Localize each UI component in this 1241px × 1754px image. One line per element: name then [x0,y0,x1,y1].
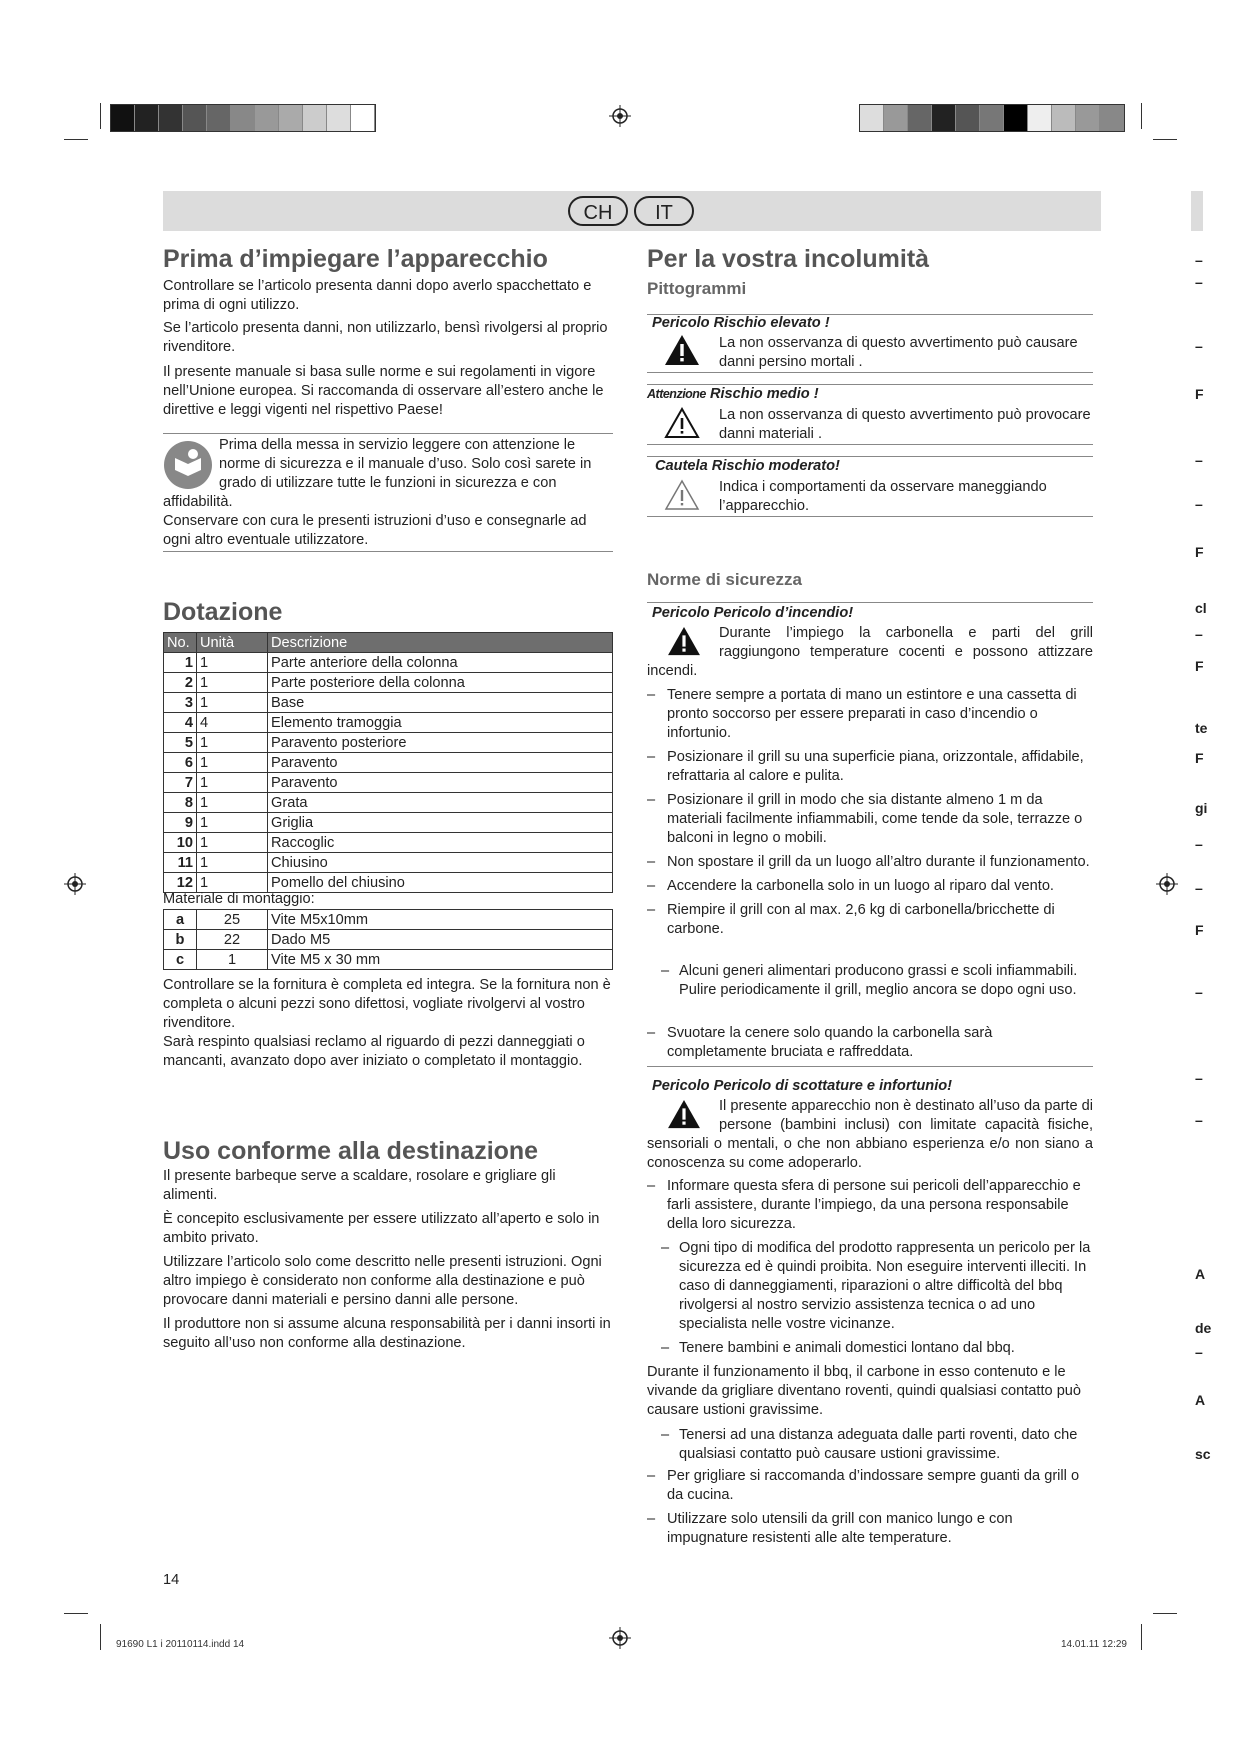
danger-triangle-icon [667,626,701,656]
warning-medium-label-b: Rischio medio ! [709,386,819,402]
list-item: – Svuotare la cenere solo quando la carbonella sarà completamente bruciata e raffreddata. [647,1024,1093,1062]
edge-fragment: F [1195,750,1204,766]
list-item: – Tenersi ad una distanza adeguata dalle parti roventi, dato che qualsiasi contatto può causare ustioni gravissime. [647,1426,1105,1464]
fire-text-body: Durante l’impiego la carbonella e parti del grill raggiungono temperature cocenti e possono attizzare incendi. [647,625,1093,679]
edge-fragment: – [1195,452,1203,468]
crop-mark [1141,103,1142,129]
edge-fragment: A [1195,1266,1206,1282]
edge-fragment: F [1195,544,1204,560]
fire-last-list [647,1024,1093,1067]
divider [163,551,613,552]
warning-low-label-b: Rischio moderato! [711,458,840,474]
material-qty: 1 [197,950,268,970]
edge-fragment: gi [1195,800,1208,816]
heading-uso: Uso conforme alla destinazione [163,1137,539,1165]
table-row [164,753,613,773]
edge-fragment: – [1195,836,1203,852]
warning-high-text: La non osservanza di questo avvertimento può causare danni persino mortali . [719,335,1078,370]
material-table [163,909,613,970]
danger-triangle-icon [664,334,700,366]
heading-incolumita: Per la vostra incolumità [647,245,930,273]
edge-fragment: – [1195,496,1203,512]
heading-norme: Norme di sicurezza [647,570,802,589]
table-row [164,910,613,930]
item-qty: 1 [197,853,268,873]
item-qty: 1 [197,653,268,673]
item-qty: 1 [197,773,268,793]
item-no: 11 [164,853,197,873]
table-row [164,793,613,813]
warning-high-label: Pericolo Rischio elevato ! [652,315,830,331]
burn-list-2 [647,1467,1093,1553]
edge-fragment: de [1195,1320,1212,1336]
table-header [164,633,613,653]
item-qty: 1 [197,673,268,693]
material-label: Materiale di montaggio: [163,891,315,907]
edge-fragment: F [1195,386,1204,402]
burn-para-2: Durante il funzionamento il bbq, il carbone in esso contenuto e le vivande da grigliare diventano roventi, quindi qualsiasi contatto può causare ustioni gravissime. [647,1364,1082,1418]
edge-fragment: A [1195,1392,1206,1408]
footer-date: 14.01.11 12:29 [1061,1639,1127,1650]
list-item: – Riempire il grill con al max. 2,6 kg di carbonella/bricchette di carbone. [647,901,1093,939]
para-read [163,436,613,512]
warning-triangle-icon [664,407,700,439]
table-row [164,813,613,833]
divider [647,444,1093,445]
item-desc: Chiusino [268,853,613,873]
list-item: – Non spostare il grill da un luogo all’altro durante il funzionamento. [647,853,1093,872]
list-item: – Tenere sempre a portata di mano un estintore e una cassetta di pronto soccorso per essere preparati in caso d’incendio o infortunio. [647,686,1093,743]
table-row [164,853,613,873]
lang-badge-ch: CH [568,196,628,226]
item-desc: Paravento [268,773,613,793]
col-qty: Unità [197,633,268,653]
registration-mark-icon [64,873,86,895]
parts-table-body [163,652,613,893]
edge-fragment: – [1195,252,1203,268]
header-band [163,191,1101,231]
warning-medium-label-a: Attenzione [647,387,706,401]
header-band-edge [1191,191,1203,231]
edge-fragment: cl [1195,600,1207,616]
edge-fragment: F [1195,922,1204,938]
item-no: 1 [164,653,197,673]
para-damaged: Se l’articolo presenta danni, non utilizzarlo, bensì rivolgersi al proprio rivenditore. [163,320,608,355]
fire-text [647,624,1093,681]
lang-badge-it: IT [634,196,694,226]
edge-fragment: – [1195,626,1203,642]
edge-fragment: F [1195,658,1204,674]
item-desc: Elemento tramoggia [268,713,613,733]
para-claim: Sarà respinto qualsiasi reclamo al riguardo di pezzi danneggiati o mancanti, avanzato dopo aver iniziato o completato il montaggio. [163,1034,585,1069]
item-no: 9 [164,813,197,833]
warning-low-label-a: Cautela [655,458,708,474]
burn-text-body: Il presente apparecchio non è destinato all’uso da parte di persone (bambini inclusi) con limitate capacità fisiche, sensoriali o mentali, o che non abbiano esperienza e/o non siano a conoscenza su come adoperarlo. [647,1098,1094,1171]
burn-list-1 [647,1177,1093,1239]
burn-sub-list-2 [647,1426,1105,1469]
col-desc: Descrizione [268,633,613,653]
material-qty: 22 [197,930,268,950]
warning-low-text: Indica i comportamenti da osservare maneggiando l’apparecchio. [719,479,1047,514]
item-desc: Grata [268,793,613,813]
fire-list [647,686,1093,944]
material-desc: Vite M5 x 30 mm [268,950,613,970]
item-desc: Raccoglic [268,833,613,853]
list-item: – Utilizzare solo utensili da grill con manico lungo e con impugnature resistenti alle alte temperature. [647,1510,1093,1548]
item-no: 7 [164,773,197,793]
material-id: a [164,910,197,930]
edge-fragment: – [1195,880,1203,896]
para-eu: Il presente manuale si basa sulle norme e sui regolamenti in vigore nell’Unione europea. Si raccomanda di osservare all’estero anche le direttive e leggi vigenti nel rispettivo Paese! [163,364,604,418]
item-desc: Paravento posteriore [268,733,613,753]
edge-fragment: – [1195,1344,1203,1360]
table-row [164,733,613,753]
list-item: – Tenere bambini e animali domestici lontano dal bbq. [647,1339,1105,1358]
list-item: – Accendere la carbonella solo in un luogo al riparo dal vento. [647,877,1093,896]
item-desc: Parte posteriore della colonna [268,673,613,693]
divider [647,516,1093,517]
edge-fragment: – [1195,274,1203,290]
item-desc: Griglia [268,813,613,833]
divider [647,372,1093,373]
para-check: Controllare se l’articolo presenta danni dopo averlo spacchettato e prima di ogni utilizzo. [163,278,592,313]
edge-fragment: – [1195,338,1203,354]
page-number: 14 [163,1572,180,1588]
warning-medium-label [647,386,819,402]
table-row [164,833,613,853]
table-row [164,930,613,950]
crop-mark [1141,1624,1142,1650]
crop-mark [100,1624,101,1650]
table-row [164,773,613,793]
list-item: – Ogni tipo di modifica del prodotto rappresenta un pericolo per la sicurezza ed è quindi proibita. Non eseguire interventi illeciti. In caso di danneggiamenti, riparazioni o altre difficoltà del bbq rivolgersi al nostro servizio assistenza tecnica o ad uno specialista nelle vostre vicinanze. [647,1239,1105,1334]
danger-triangle-icon [667,1099,701,1129]
registration-mark-icon [609,1627,631,1649]
registration-mark-icon [609,105,631,127]
fire-sub-list [647,962,1105,1005]
divider [647,602,1093,603]
divider [647,1066,1093,1067]
heading-dotazione: Dotazione [163,598,283,626]
item-qty: 4 [197,713,268,733]
edge-fragment: – [1195,984,1203,1000]
item-no: 5 [164,733,197,753]
item-no: 4 [164,713,197,733]
para-uso-2: È concepito esclusivamente per essere utilizzato all’aperto e solo in ambito privato. [163,1211,600,1246]
divider [647,384,1093,385]
item-no: 6 [164,753,197,773]
para-uso-4: Il produttore non si assume alcuna responsabilità per i danni insorti in seguito all’uso non conforme alla destinazione. [163,1316,611,1351]
item-qty: 1 [197,733,268,753]
burn-sub-list [647,1239,1105,1363]
table-row [164,713,613,733]
para-read-text: Prima della messa in servizio leggere con attenzione le norme di sicurezza e il manuale d’uso. Solo così sarete in grado di utilizzare tutte le funzioni in sicurezza e con affidabilità. [163,437,592,510]
material-qty: 25 [197,910,268,930]
item-desc: Base [268,693,613,713]
heading-prima: Prima d’impiegare l’apparecchio [163,245,548,273]
crop-mark [64,139,88,140]
calibration-bar-left [110,104,376,132]
para-uso-1: Il presente barbeque serve a scaldare, rosolare e grigliare gli alimenti. [163,1168,556,1203]
list-item: – Alcuni generi alimentari producono grassi e scoli infiammabili. Pulire periodicamente il grill, meglio ancora se dopo ogni uso. [647,962,1105,1000]
list-item: – Informare questa sfera di persone sui pericoli dell’apparecchio e farli assistere, durante l’impiego, da una persona responsabile della loro sicurezza. [647,1177,1093,1234]
item-desc: Pomello del chiusino [268,873,613,893]
heading-pittogrammi: Pittogrammi [647,279,747,298]
fire-label: Pericolo Pericolo d’incendio! [652,605,854,621]
material-desc: Dado M5 [268,930,613,950]
item-qty: 1 [197,833,268,853]
item-qty: 1 [197,813,268,833]
table-row [164,653,613,673]
divider [647,456,1093,457]
table-row [164,673,613,693]
item-desc: Parte anteriore della colonna [268,653,613,673]
item-desc: Paravento [268,753,613,773]
crop-mark [1153,1613,1177,1614]
edge-fragment: sc [1195,1446,1211,1462]
burn-text [647,1097,1093,1173]
col-no: No. [164,633,197,653]
edge-fragment: te [1195,720,1208,736]
item-no: 10 [164,833,197,853]
item-no: 12 [164,873,197,893]
material-id: b [164,930,197,950]
edge-fragment: – [1195,1070,1203,1086]
footer-file: 91690 L1 i 20110114.indd 14 [116,1639,245,1650]
parts-table [163,632,613,653]
warning-low-label [655,458,840,474]
crop-mark [64,1613,88,1614]
burn-label: Pericolo Pericolo di scottature e infortunio! [652,1078,953,1094]
registration-mark-icon [1156,873,1178,895]
calibration-bar-right [859,104,1125,132]
list-item: – Per grigliare si raccomanda d’indossare sempre guanti da grill o da cucina. [647,1467,1093,1505]
edge-fragment: – [1195,1112,1203,1128]
crop-mark [1153,139,1177,140]
warning-medium-text: La non osservanza di questo avvertimento può provocare danni materiali . [719,407,1091,442]
item-qty: 1 [197,693,268,713]
item-no: 3 [164,693,197,713]
item-no: 2 [164,673,197,693]
item-qty: 1 [197,793,268,813]
list-item: – Posizionare il grill su una superficie piana, orizzontale, affidabile, refrattaria al calore e pulita. [647,748,1093,786]
para-complete: Controllare se la fornitura è completa ed integra. Se la fornitura non è completa o alcuni pezzi sono difettosi, vogliate rivolgervi al vostro rivenditore. [163,977,611,1031]
item-no: 8 [164,793,197,813]
material-id: c [164,950,197,970]
caution-triangle-icon [664,479,700,511]
divider [163,433,613,434]
para-keep: Conservare con cura le presenti istruzioni d’uso e consegnarle ad ogni altro eventuale utilizzatore. [163,513,587,548]
item-qty: 1 [197,873,268,893]
crop-mark [100,103,101,129]
material-desc: Vite M5x10mm [268,910,613,930]
list-item: – Posizionare il grill in modo che sia distante almeno 1 m da materiali facilmente infiammabili, come tende da sole, terrazze o balconi in legno o mobili. [647,791,1093,848]
item-qty: 1 [197,753,268,773]
table-row [164,693,613,713]
table-row [164,950,613,970]
para-uso-3: Utilizzare l’articolo solo come descritto nelle presenti istruzioni. Ogni altro impiego è considerato non conforme alla destinazione e può provocare danni materiali e persino danni alle persone. [163,1254,602,1308]
